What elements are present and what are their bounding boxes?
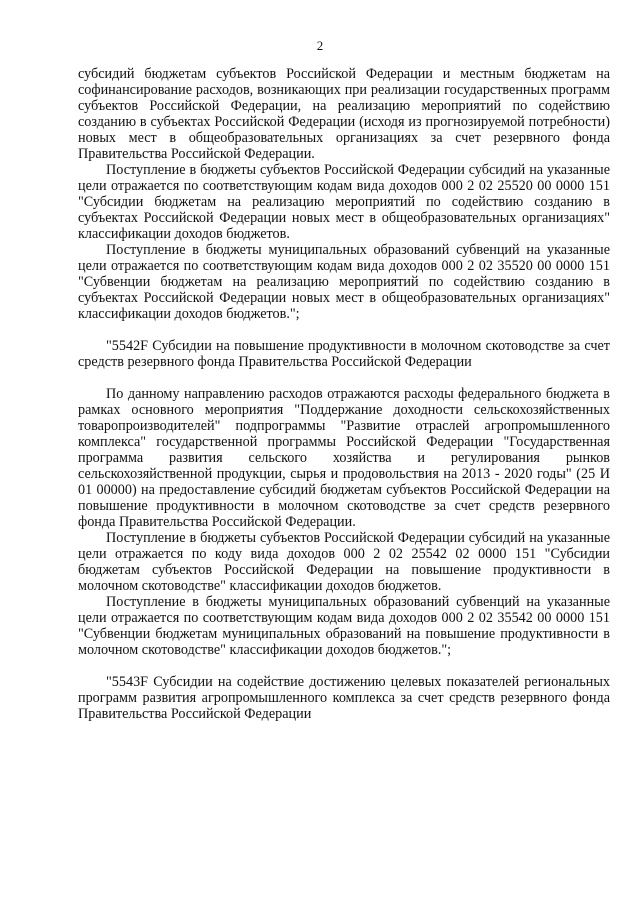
page-number: 2 — [316, 38, 324, 53]
paragraph-subsidy-receipt-regions-5542: Поступление в бюджеты субъектов Российской Федерации субсидий на указанные цели отражается по коду вида доходов 000 2 02 25542 02 0000 151 "Субсидии бюджетам субъектов Российской Федерации на повышение продуктивности в молочном скотоводстве" классификации доходов бюджетов. — [78, 530, 610, 594]
section-heading-5542f: "5542F Субсидии на повышение продуктивности в молочном скотоводстве за счет средств резервного фонда Правительства Российской Федерации — [78, 338, 610, 370]
paragraph-expenses-description: По данному направлению расходов отражаются расходы федерального бюджета в рамках основного мероприятия "Поддержание доходности сельскохозяйственных товаропроизводителей" подпрограммы "Развитие отраслей агропромышленного комплекса" государственной программы Российской Федерации "Государственная программа развития сельского хозяйства и регулирования рынков сельскохозяйственной продукции, сырья и продовольствия на 2013 - 2020 годы" (25 И 01 00000) на предоставление субсидий бюджетам субъектов Российской Федерации на повышение продуктивности в молочном скотоводстве за счет средств резервного фонда Правительства Российской Федерации. — [78, 386, 610, 530]
paragraph-subvention-receipt-municipal-5542: Поступление в бюджеты муниципальных образований субвенций на указанные цели отражается по соответствующим кодам вида доходов 000 2 02 35542 00 0000 151 "Субвенции бюджетам муниципальных образований на повышение продуктивности в молочном скотоводстве" классификации доходов бюджетов."; — [78, 594, 610, 658]
spacer — [78, 322, 610, 338]
spacer — [78, 370, 610, 386]
spacer — [78, 658, 610, 674]
section-heading-5543f: "5543F Субсидии на содействие достижению целевых показателей региональных программ развития агропромышленного комплекса за счет средств резервного фонда Правительства Российской Федерации — [78, 674, 610, 722]
document-body — [78, 66, 610, 722]
paragraph-subvention-receipt-municipal: Поступление в бюджеты муниципальных образований субвенций на указанные цели отражается по соответствующим кодам вида доходов 000 2 02 35520 00 0000 151 "Субвенции бюджетам на реализацию мероприятий по содействию созданию в субъектах Российской Федерации новых мест в общеобразовательных организациях" классификации доходов бюджетов."; — [78, 242, 610, 322]
paragraph-subsidy-receipt-regions: Поступление в бюджеты субъектов Российской Федерации субсидий на указанные цели отражается по соответствующим кодам вида доходов 000 2 02 25520 00 0000 151 "Субсидии бюджетам на реализацию мероприятий по содействию созданию в субъектах Российской Федерации новых мест в общеобразовательных организациях" классификации доходов бюджетов. — [78, 162, 610, 242]
paragraph-continuation: субсидий бюджетам субъектов Российской Федерации и местным бюджетам на софинансирование расходов, возникающих при реализации государственных программ субъектов Российской Федерации, на реализацию мероприятий по содействию созданию в субъектах Российской Федерации (исходя из прогнозируемой потребности) новых мест в общеобразовательных организациях за счет резервного фонда Правительства Российской Федерации. — [78, 66, 610, 162]
